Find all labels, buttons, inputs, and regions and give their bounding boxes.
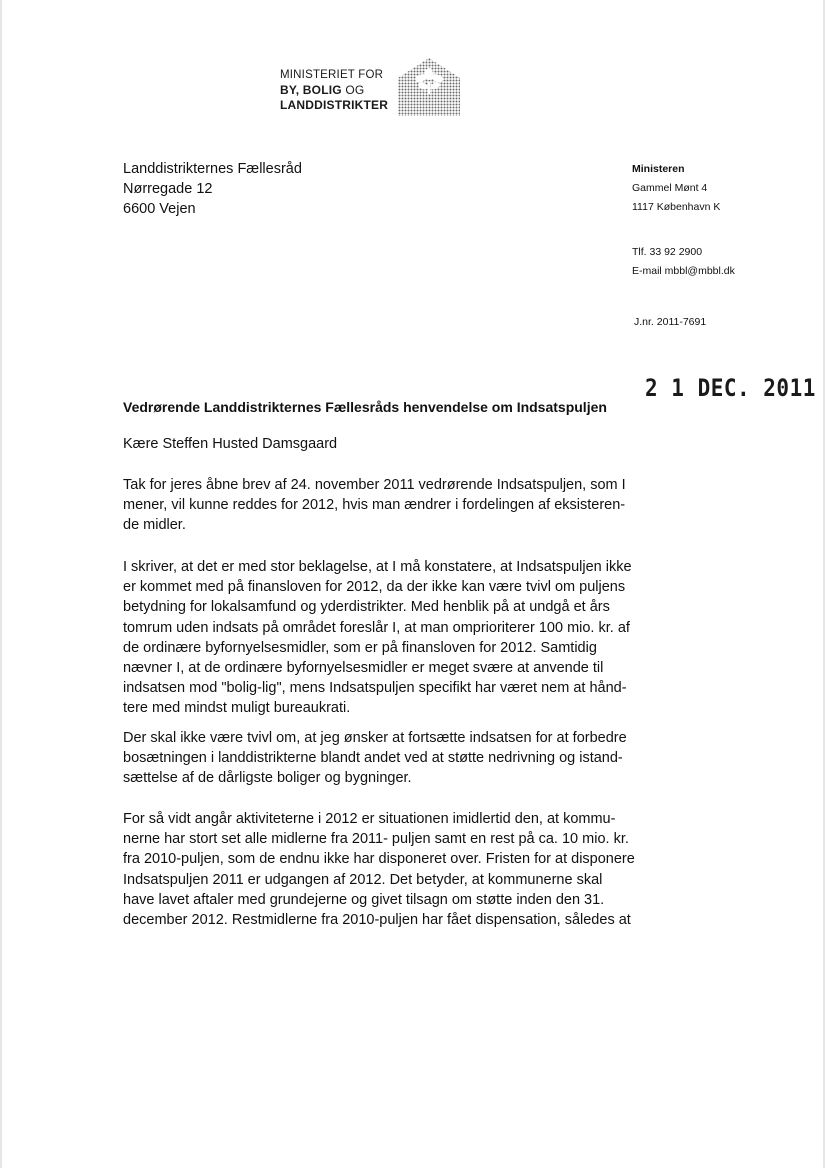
text-line: tomrum uden indsats på området foreslår I, at man omprioriterer 100 mio. kr. af — [123, 619, 630, 636]
text-line: Der skal ikke være tvivl om, at jeg ønsker at fortsætte indsatsen for at forbedre — [123, 730, 627, 746]
text-line: For så vidt angår aktiviteterne i 2012 er situationen imidlertid den, at kommu- — [123, 811, 616, 827]
logo-line-3: LANDDISTRIKTER — [280, 98, 389, 112]
text-line: bosætningen i landdistrikterne blandt andet ved at støtte nedrivning og istand- — [123, 750, 623, 767]
text-line: sættelse af de dårligste boliger og bygninger. — [123, 770, 412, 787]
sender-city: 1117 København K — [632, 201, 721, 213]
text-line: indsatsen mod "bolig-lig", mens Indsatspuljen specifikt har været nem at hånd- — [123, 680, 627, 697]
text-line: er kommet med på finansloven for 2012, da der ikke kan være tvivl om puljens — [123, 579, 626, 596]
sender-email: E-mail mbbl@mbbl.dk — [632, 265, 735, 277]
paragraph-3 — [123, 728, 627, 789]
recipient-name: Landdistrikternes Fællesråd — [123, 161, 302, 177]
sender-title: Ministeren — [632, 163, 685, 175]
logo-line-2 — [280, 83, 388, 98]
text-line: de midler. — [123, 517, 186, 534]
recipient-city: 6600 Vejen — [123, 201, 196, 217]
ministry-logo — [280, 58, 462, 118]
text-line: betydning for lokalsamfund og yderdistrikter. Med henblik på at undgå et års — [123, 599, 610, 616]
paragraph-2 — [123, 557, 632, 719]
text-line: de ordinære byfornyelsesmidler, som er på finansloven for 2012. Samtidig — [123, 639, 597, 656]
recipient-street: Nørregade 12 — [123, 181, 213, 197]
date-stamp: 2 1 DEC. 2011 — [645, 374, 816, 402]
text-line: Tak for jeres åbne brev af 24. november 2011 vedrørende Indsatspuljen, som I — [123, 477, 626, 493]
text-line: I skriver, at det er med stor beklagelse, at I må konstatere, at Indsatspuljen ikke — [123, 559, 632, 575]
sender-phone: Tlf. 33 92 2900 — [632, 246, 703, 258]
paragraph-1 — [123, 475, 626, 536]
text-line: mener, vil kunne reddes for 2012, hvis man ændrer i fordelingen af eksisteren- — [123, 497, 626, 514]
text-line: nerne har stort set alle midlerne fra 2011- puljen samt en rest på ca. 10 mio. kr. — [123, 831, 629, 848]
letter-subject: Vedrørende Landdistrikternes Fællesråds henvendelse om Indsatspuljen — [123, 399, 607, 415]
logo-wordmark — [280, 68, 388, 113]
recipient-address — [123, 159, 302, 219]
letter-greeting: Kære Steffen Husted Damsgaard — [123, 436, 338, 452]
text-line: Indsatspuljen 2011 er udgangen af 2012. Det betyder, at kommunerne skal — [123, 871, 603, 888]
logo-line-2-og: OG — [345, 83, 365, 97]
journal-number: J.nr. 2011-7691 — [634, 316, 707, 328]
text-line: fra 2010-puljen, som de endnu ikke har disponeret over. Fristen for at disponere — [123, 851, 635, 868]
house-with-flower-icon — [398, 58, 460, 116]
logo-line-2-main: BY, BOLIG — [280, 83, 342, 97]
sender-address — [632, 160, 812, 281]
sender-street: Gammel Mønt 4 — [632, 182, 708, 194]
text-line: december 2012. Restmidlerne fra 2010-puljen har fået dispensation, således at — [123, 912, 631, 929]
logo-line-1: MINISTERIET FOR — [280, 69, 384, 81]
scan-edge-left — [0, 0, 2, 1168]
text-line: tere med mindst muligt bureaukrati. — [123, 700, 351, 717]
paragraph-4 — [123, 809, 635, 930]
text-line: have lavet aftaler med grundejerne og givet tilsagn om støtte inden den 31. — [123, 891, 605, 908]
text-line: nævner I, at de ordinære byfornyelsesmidler er meget svære at anvende til — [123, 660, 604, 677]
